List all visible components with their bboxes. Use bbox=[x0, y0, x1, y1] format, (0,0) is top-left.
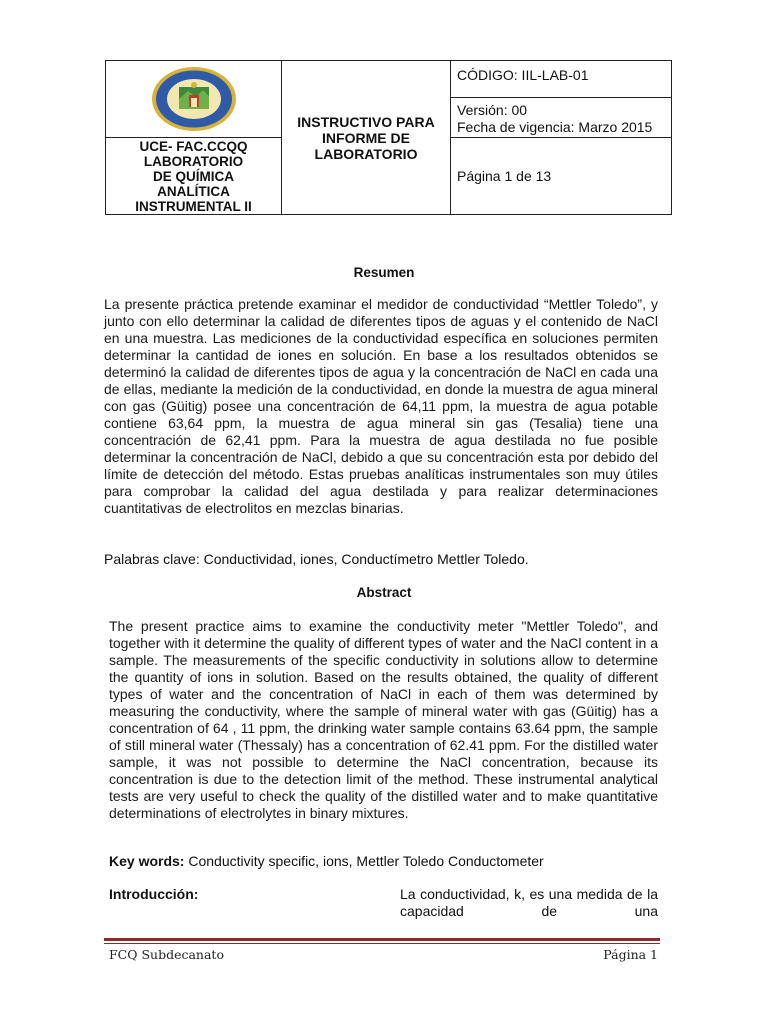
key-words-label: Key words: bbox=[109, 853, 185, 869]
footer-page-number: Página 1 bbox=[603, 947, 658, 962]
doc-title-line-3: LABORATORIO bbox=[314, 145, 418, 162]
lab-name-cell bbox=[106, 138, 282, 215]
abstract-body: The present practice aims to examine the conductivity meter "Mettler Toledo", and together with it determine the quality of different types of water and the NaCl content in a sample. The measurements of the specific conductivity in solutions allow to determine the quantity of ions in solution. Based on the results obtained, the quality of different types of water and the concentration of NaCl in each of them was determined by measuring the conductivity, where the sample of mineral water with gas (Güitig) has a concentration of 64 , 11 ppm, the drinking water sample contains 63.64 ppm, the sample of still mineral water (Thessaly) has a concentration of 62.41 ppm. For the distilled water sample, it was not possible to determine the NaCl concentration, because its concentration is due to the detection limit of the method. These instrumental analytical tests are very useful to check the quality of the distilled water and to make quantitative determinations of electrolytes in binary mixtures. bbox=[109, 618, 658, 821]
key-words bbox=[109, 853, 544, 869]
logo-cell bbox=[106, 61, 282, 138]
lab-name-line-5: INSTRUMENTAL II bbox=[135, 198, 252, 214]
footer-rule-thin bbox=[104, 943, 660, 944]
introduccion-label: Introducción: bbox=[109, 886, 199, 902]
lab-name-line-4: ANALÍTICA bbox=[157, 183, 230, 199]
page-count: Página 1 de 13 bbox=[457, 167, 552, 184]
resumen-heading: Resumen bbox=[353, 265, 415, 280]
doc-effective-date: Fecha de vigencia: Marzo 2015 bbox=[457, 118, 653, 135]
university-seal-icon bbox=[150, 65, 238, 133]
lab-name-line-1: UCE- FAC.CCQQ bbox=[139, 138, 248, 154]
introduccion-text: La conductividad, k, es una medida de la capacidad de una bbox=[400, 886, 658, 919]
key-words-text: Conductivity specific, ions, Mettler Toledo Conductometer bbox=[184, 853, 544, 869]
document-header-table bbox=[105, 60, 672, 215]
lab-name-line-3: DE QUÍMICA bbox=[153, 168, 234, 184]
palabras-clave: Palabras clave: Conductividad, iones, Conductímetro Mettler Toledo. bbox=[104, 551, 529, 567]
page-count-cell bbox=[451, 138, 672, 215]
code-cell bbox=[451, 61, 672, 138]
document-title-cell bbox=[282, 61, 451, 215]
footer-department: FCQ Subdecanato bbox=[109, 947, 224, 962]
doc-code: CÓDIGO: IIL-LAB-01 bbox=[457, 66, 589, 83]
lab-name-line-2: LABORATORIO bbox=[143, 153, 244, 169]
footer-rule-thick bbox=[104, 938, 660, 941]
doc-title-line-1: INSTRUCTIVO PARA bbox=[297, 113, 435, 130]
doc-version: Versión: 00 bbox=[451, 97, 671, 119]
doc-title-line-2: INFORME DE bbox=[322, 129, 410, 146]
resumen-body: La presente práctica pretende examinar el medidor de conductividad “Mettler Toledo”, y junto con ello determinar la calidad de diferentes tipos de aguas y el contenido de NaCl en una muestra. Las mediciones de la conductividad específica en soluciones permiten determinar la cantidad de iones en solución. En base a los resultados obtenidos se determinó la calidad de diferentes tipos de agua y la concentración de NaCl en cada una de ellas, mediante la medición de la conductividad, en donde la muestra de agua mineral con gas (Güitig) posee una concentración de 64,11 ppm, la muestra de agua potable contiene 63,64 ppm, la muestra de agua mineral sin gas (Tesalia) tiene una concentración de 62,41 ppm. Para la muestra de agua destilada no fue posible determinar la concentración de NaCl, debido a que su concentración esta por debido del límite de detección del método. Estas pruebas analíticas instrumentales son muy útiles para comprobar la calidad del agua destilada y para realizar determinaciones cuantitativas de electrolitos en mezclas binarias. bbox=[104, 296, 658, 516]
abstract-heading: Abstract bbox=[356, 585, 412, 600]
